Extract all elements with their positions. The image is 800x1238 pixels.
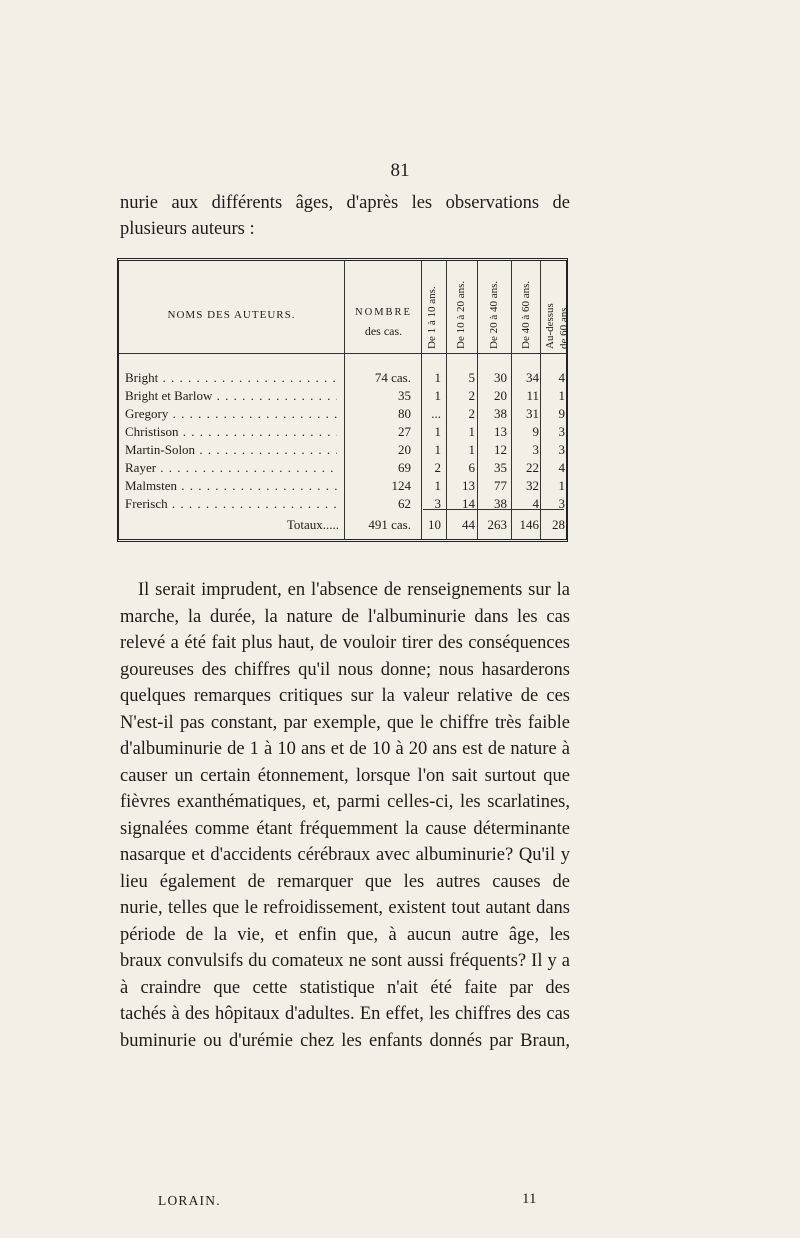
author-name: Martin-Solon . . . — [125, 441, 337, 459]
cases-age-40-60: 31 — [526, 406, 539, 421]
text-line: quelques remarques critiques sur la valeur relative de ces — [120, 686, 570, 706]
cases-age-40-60: 4 — [532, 496, 539, 511]
cases-age-40-60: 34 — [526, 370, 539, 385]
intro-text: nurie aux différents âges, d'après les observations de plusieurs auteurs : — [120, 193, 570, 239]
cases-age-over-60: 1 — [558, 388, 565, 403]
cases-total: 69 — [398, 460, 411, 475]
totals-age-over-60: 28 — [552, 517, 565, 532]
cases-age-10-20: 5 — [468, 370, 475, 385]
text-line: signalées comme étant fréquemment la cause déterminante — [120, 818, 570, 839]
cases-age-over-60: 4 — [558, 460, 565, 475]
cases-age-20-40: 38 — [494, 496, 507, 511]
signature-mark: 11 — [522, 1191, 537, 1207]
cases-age-40-60: 32 — [526, 478, 539, 493]
cases-age-10-20: 2 — [468, 388, 475, 403]
body-paragraph — [120, 577, 570, 1054]
cases-age-20-40: 38 — [494, 406, 507, 421]
cases-age-20-40: 77 — [494, 478, 507, 493]
author-name: Gregory . . . — [125, 405, 337, 423]
text-line: nurie, telles que le refroidissement, existent tout autant dans — [120, 898, 570, 918]
header-age-40-60: De 40 à 60 ans. — [520, 280, 532, 349]
table-row — [119, 423, 570, 441]
table-row — [119, 459, 570, 477]
text-line: goureuses des chiffres qu'il nous donne; nous hasarderons — [120, 659, 570, 680]
cases-age-10-20: 1 — [468, 424, 475, 439]
cases-age-10-20: 1 — [468, 442, 475, 457]
table-row — [119, 405, 570, 423]
cases-age-40-60: 11 — [526, 388, 539, 403]
cases-total: 74 cas. — [374, 370, 411, 385]
cases-age-10-20: 14 — [462, 496, 475, 511]
header-authors: NOMS DES AUTEURS. — [167, 309, 296, 321]
cases-age-20-40: 35 — [494, 460, 507, 475]
cases-age-over-60: 1 — [558, 478, 565, 493]
text-line: à craindre que cette statistique n'ait été faite par des — [120, 977, 570, 998]
cases-age-1-10: 1 — [434, 424, 441, 439]
cases-age-over-60: 3 — [558, 496, 565, 511]
text-line: N'est-il pas constant, par exemple, que le chiffre très faible — [120, 712, 570, 733]
text-line: causer un certain étonnement, lorsque l'on sait surtout que — [120, 765, 570, 786]
text-line: d'albuminurie de 1 à 10 ans et de 10 à 20 ans est de nature à — [120, 739, 570, 759]
text-line: buminurie ou d'urémie chez les enfants donnés par Braun, — [120, 1030, 570, 1051]
cases-total: 35 — [398, 388, 411, 403]
text-line: lieu également de remarquer que les autres causes de — [120, 871, 570, 892]
header-des-cas-label: des cas. — [364, 324, 403, 338]
text-line: période de la vie, et enfin que, à aucun autre âge, les — [120, 924, 570, 945]
cases-age-1-10: 1 — [434, 442, 441, 457]
text-line: tachés à des hôpitaux d'adultes. En effet, les chiffres des cas — [120, 1004, 570, 1024]
cases-age-1-10: 1 — [434, 370, 441, 385]
text-line: marche, la durée, la nature de l'albuminurie dans les cas — [120, 606, 570, 627]
totals-age-40-60: 146 — [519, 517, 539, 532]
cases-age-1-10: 1 — [434, 388, 441, 403]
cases-age-over-60: 4 — [558, 370, 565, 385]
header-separator — [119, 353, 566, 354]
header-nombre-label: NOMBRE — [355, 307, 412, 318]
cases-total: 80 — [398, 406, 411, 421]
cases-age-10-20: 2 — [468, 406, 475, 421]
table-row — [119, 387, 570, 405]
table-row — [119, 441, 570, 459]
text-line: relevé a été fait plus haut, de vouloir tirer des conséquences — [120, 633, 570, 653]
cases-age-over-60: 9 — [558, 406, 565, 421]
cases-total: 20 — [398, 442, 411, 457]
text-line: nasarque et d'accidents cérébraux avec albuminurie? Qu'il y — [120, 845, 570, 865]
cases-total: 27 — [398, 424, 411, 439]
cases-total: 62 — [398, 496, 411, 511]
table-row — [119, 495, 570, 513]
cases-age-10-20: 6 — [468, 460, 475, 475]
author-name: Bright et Barlow . . . — [125, 387, 337, 405]
totals-cases: 491 cas. — [368, 517, 411, 532]
author-name: Frerisch . . . — [125, 495, 337, 513]
author-name: Bright . . . — [125, 369, 337, 387]
header-age-over-60: Au-dessus de 60 ans. — [544, 303, 570, 349]
cases-age-1-10: 2 — [434, 460, 441, 475]
author-name: Malmsten . . . — [125, 477, 337, 495]
header-number-of-cases — [346, 303, 421, 341]
cases-age-1-10: ... — [431, 406, 441, 421]
totals-age-1-10: 10 — [428, 517, 441, 532]
cases-age-10-20: 13 — [462, 478, 475, 493]
totals-row — [119, 516, 570, 534]
header-age-1-10: De 1 à 10 ans. — [426, 286, 438, 349]
totals-separator — [423, 509, 564, 510]
cases-age-40-60: 3 — [532, 442, 539, 457]
statistics-table — [117, 258, 568, 542]
cases-age-20-40: 12 — [494, 442, 507, 457]
text-line: braux convulsifs du comateux ne sont aussi fréquents? Il y a — [120, 951, 570, 971]
table-row — [119, 477, 570, 495]
cases-age-1-10: 3 — [434, 496, 441, 511]
cases-age-1-10: 1 — [434, 478, 441, 493]
cases-age-over-60: 3 — [558, 442, 565, 457]
totals-label: Totaux..... — [286, 517, 339, 532]
cases-age-20-40: 13 — [494, 424, 507, 439]
totals-age-20-40: 263 — [487, 517, 507, 532]
totals-age-10-20: 44 — [462, 517, 475, 532]
cases-age-20-40: 20 — [494, 388, 507, 403]
cases-age-20-40: 30 — [494, 370, 507, 385]
header-age-20-40: De 20 à 40 ans. — [488, 280, 500, 349]
cases-total: 124 — [391, 478, 411, 493]
footer-author: LORAIN. — [158, 1193, 221, 1208]
author-name: Rayer . . . — [125, 459, 337, 477]
author-name: Christison . . . — [125, 423, 337, 441]
cases-age-over-60: 3 — [558, 424, 565, 439]
text-line: Il serait imprudent, en l'absence de renseignements sur la — [138, 580, 570, 600]
page-number: 81 — [390, 160, 410, 181]
cases-age-40-60: 9 — [532, 424, 539, 439]
cases-age-40-60: 22 — [526, 460, 539, 475]
text-line: fièvres exanthématiques, et, parmi celles-ci, les scarlatines, — [120, 792, 570, 812]
header-age-10-20: De 10 à 20 ans. — [455, 280, 467, 349]
table-row — [119, 369, 570, 387]
